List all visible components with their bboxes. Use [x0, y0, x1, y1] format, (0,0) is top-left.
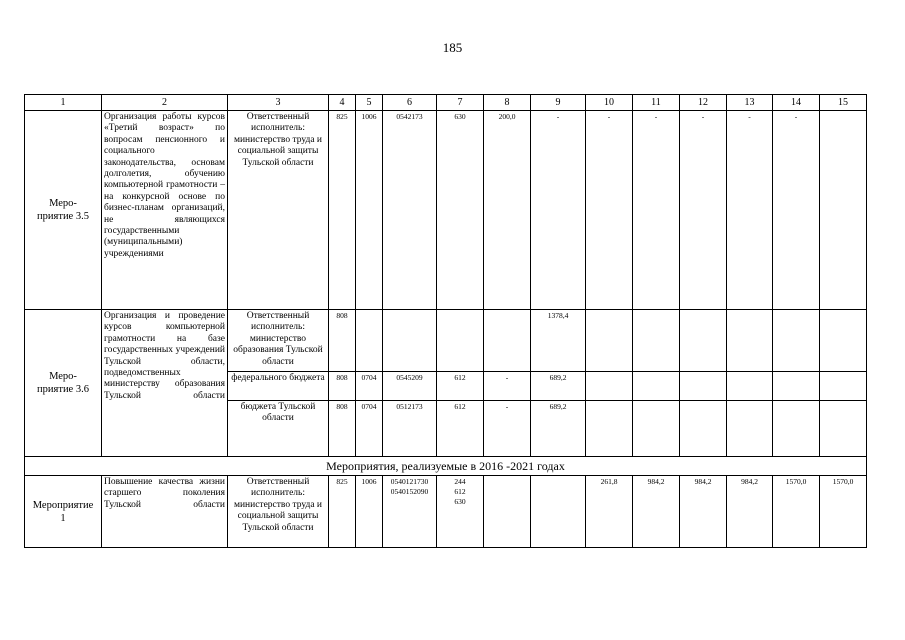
cell-col-5: 1006 [356, 476, 383, 548]
cell-col-10: 261,8 [586, 476, 633, 548]
cell-col-5: 0704 [356, 372, 383, 401]
cell-col-5 [356, 310, 383, 372]
cell-col-4: 825 [329, 111, 356, 310]
cell-col-7: 630 [437, 111, 484, 310]
cell-col-7: 612 [437, 372, 484, 401]
funding-source: бюджета Тульской области [228, 401, 329, 457]
cell-col-13: 984,2 [727, 476, 773, 548]
cell-col-11: - [633, 111, 680, 310]
cell-col-6: 0512173 [383, 401, 437, 457]
cell-col-8: 200,0 [484, 111, 531, 310]
column-header: 9 [531, 95, 586, 111]
event-label: Мероприятие 1 [25, 476, 102, 548]
table-row-event-1 [25, 476, 867, 548]
cell-col-4: 808 [329, 372, 356, 401]
cell-col-14: 1570,0 [773, 476, 820, 548]
cell-col-11 [633, 310, 680, 372]
cell-col-7: 612 [437, 401, 484, 457]
column-header: 1 [25, 95, 102, 111]
column-header: 5 [356, 95, 383, 111]
event-description: Организация и проведение курсов компьютерной грамотности на базе государственных учреждений Тульской области, подведомственных министерству образования Тульской области [102, 310, 228, 457]
column-header: 8 [484, 95, 531, 111]
cell-col-6: 0545209 [383, 372, 437, 401]
page-number: 185 [442, 40, 463, 55]
cell-col-15 [820, 372, 867, 401]
section-title: Мероприятия, реализуемые в 2016 -2021 годах [25, 457, 867, 476]
cell-col-10 [586, 372, 633, 401]
cell-col-9 [531, 476, 586, 548]
section-title-row [25, 457, 867, 476]
cell-col-13 [727, 372, 773, 401]
column-header: 13 [727, 95, 773, 111]
cell-col-13 [727, 401, 773, 457]
column-header: 14 [773, 95, 820, 111]
column-header: 7 [437, 95, 484, 111]
cell-col-9: 689,2 [531, 401, 586, 457]
table-row-event-3-5 [25, 111, 867, 310]
responsible-executor: Ответственный исполнитель: министерство труда и социальной защиты Тульской области [228, 111, 329, 310]
cell-col-12: - [680, 111, 727, 310]
table-row-event-3-6 [25, 310, 867, 372]
cell-col-11 [633, 372, 680, 401]
column-header: 6 [383, 95, 437, 111]
cell-col-6: 0542173 [383, 111, 437, 310]
cell-col-13 [727, 310, 773, 372]
budget-table [24, 94, 867, 548]
cell-col-10: - [586, 111, 633, 310]
cell-col-12 [680, 310, 727, 372]
cell-col-9: 689,2 [531, 372, 586, 401]
cell-col-13: - [727, 111, 773, 310]
cell-col-10 [586, 310, 633, 372]
cell-col-10 [586, 401, 633, 457]
column-header: 12 [680, 95, 727, 111]
event-description: Организация работы курсов «Третий возраст» по вопросам пенсионного и социального законодательства, основам долголетия, обучению компьютерной грамотности – на конкурсной основе по бизнес-планам организаций, не являющихся государственными (муниципальными) учреждениями [102, 111, 228, 310]
cell-col-12 [680, 372, 727, 401]
cell-col-11 [633, 401, 680, 457]
column-header: 3 [228, 95, 329, 111]
column-header: 15 [820, 95, 867, 111]
cell-col-11: 984,2 [633, 476, 680, 548]
cell-col-5: 1006 [356, 111, 383, 310]
column-header: 4 [329, 95, 356, 111]
cell-col-12 [680, 401, 727, 457]
column-header: 2 [102, 95, 228, 111]
cell-col-12: 984,2 [680, 476, 727, 548]
cell-col-15 [820, 111, 867, 310]
cell-col-14 [773, 372, 820, 401]
cell-col-8: - [484, 372, 531, 401]
cell-col-15: 1570,0 [820, 476, 867, 548]
responsible-executor: Ответственный исполнитель: министерство труда и социальной защиты Тульской области [228, 476, 329, 548]
cell-col-6: 0540121730 0540152090 [383, 476, 437, 548]
event-description: Повышение качества жизни старшего поколения Тульской области [102, 476, 228, 548]
cell-col-4: 808 [329, 401, 356, 457]
event-label: Меро- приятие 3.5 [25, 111, 102, 310]
cell-col-14: - [773, 111, 820, 310]
cell-col-14 [773, 401, 820, 457]
responsible-executor: Ответственный исполнитель: министерство образования Тульской области [228, 310, 329, 372]
cell-col-6 [383, 310, 437, 372]
table-header-row [25, 95, 867, 111]
cell-col-4: 808 [329, 310, 356, 372]
cell-col-8 [484, 310, 531, 372]
cell-col-15 [820, 310, 867, 372]
cell-col-14 [773, 310, 820, 372]
cell-col-9: - [531, 111, 586, 310]
cell-col-15 [820, 401, 867, 457]
funding-source: федерального бюджета [228, 372, 329, 401]
cell-col-8 [484, 476, 531, 548]
column-header: 11 [633, 95, 680, 111]
cell-col-8: - [484, 401, 531, 457]
column-header: 10 [586, 95, 633, 111]
cell-col-9: 1378,4 [531, 310, 586, 372]
cell-col-5: 0704 [356, 401, 383, 457]
cell-col-7 [437, 310, 484, 372]
cell-col-4: 825 [329, 476, 356, 548]
event-label: Меро- приятие 3.6 [25, 310, 102, 457]
cell-col-7: 244 612 630 [437, 476, 484, 548]
